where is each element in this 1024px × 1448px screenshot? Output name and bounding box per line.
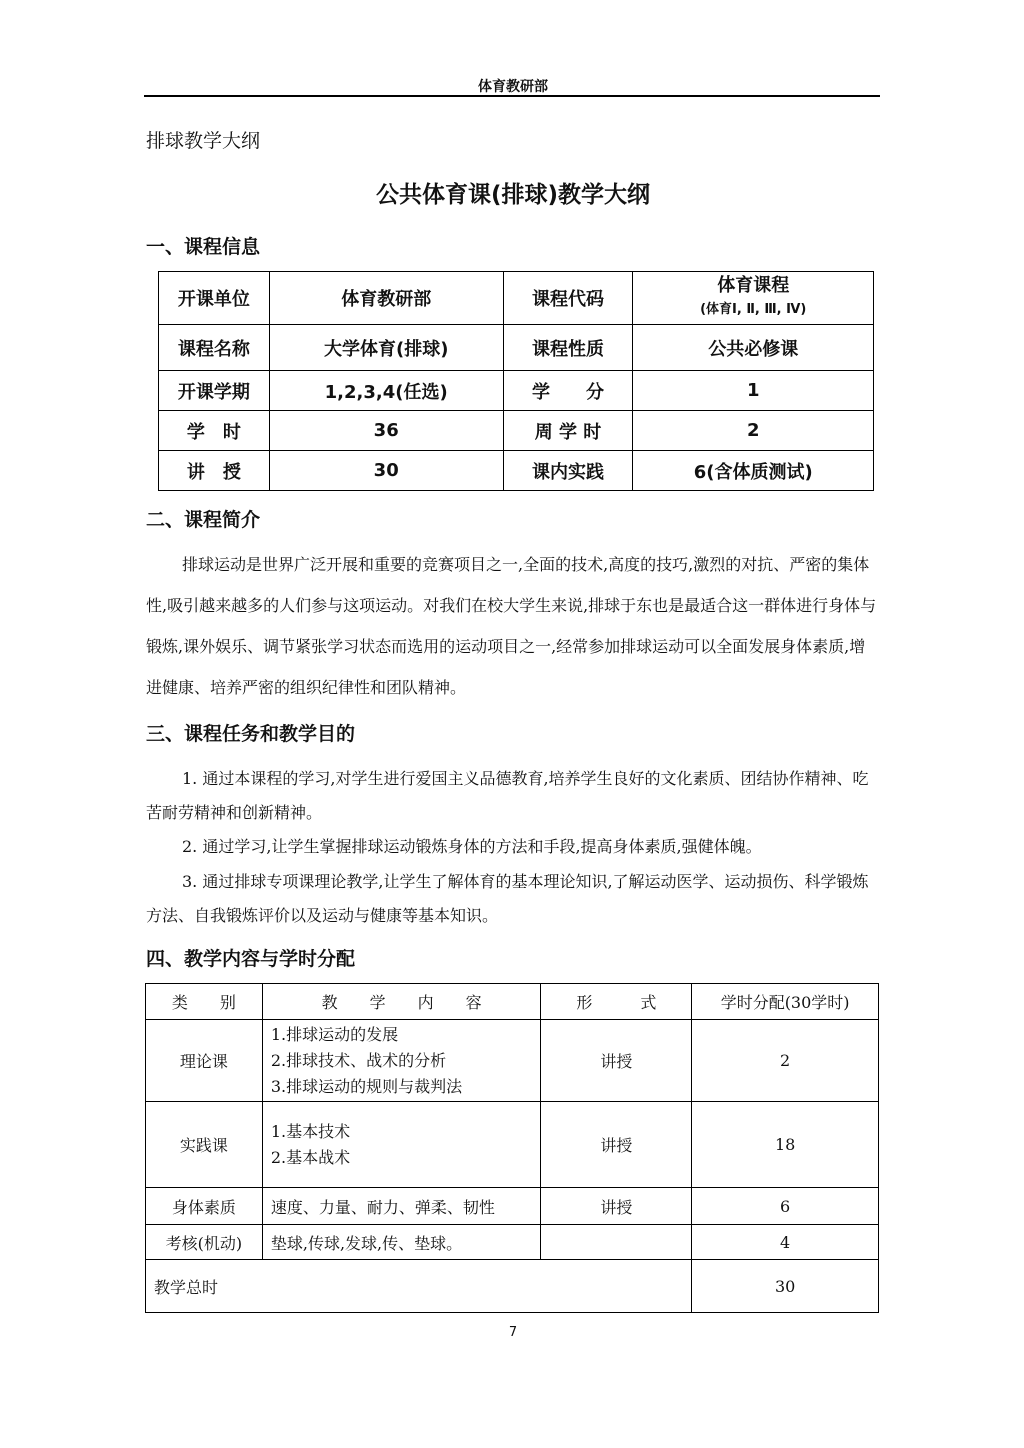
table-cell: 身体素质 [146,1188,263,1225]
task-item-3: 3. 通过排球专项课理论教学,让学生了解体育的基本理论知识,了解运动医学、运动损伤、科学锻炼方法、自我锻炼评价以及运动与健康等基本知识。 [146,872,869,925]
table-cell: 1 [633,371,874,411]
table-cell: 课程名称 [159,325,270,371]
column-header-category: 类 别 [146,984,263,1020]
table-cell: 理论课 [146,1020,263,1102]
table-cell: 学 分 [503,371,633,411]
table-cell: 开课单位 [159,272,270,325]
table-cell: 课内实践 [503,451,633,491]
document-label: 排球教学大纲 [146,130,261,152]
course-intro-paragraph: 排球运动是世界广泛开展和重要的竞赛项目之一,全面的技术,高度的技巧,激烈的对抗、严密的集体性,吸引越来越多的人们参与这项运动。对我们在校大学生来说,排球于东也是最适合这一群体进行身体与锻炼,课外娱乐、调节紧张学习状态而选用的运动项目之一,经常参加排球运动可以全面发展身体素质,增进健康、培养严密的组织纪律性和团队精神。 [146,555,877,697]
table-cell: 讲 授 [159,451,270,491]
course-info-table [158,271,874,491]
table-row [159,411,874,451]
table-cell [633,272,874,325]
table-row [146,1225,879,1260]
table-row [146,1102,879,1188]
column-header-form: 形 式 [541,984,692,1020]
task-item-1: 1. 通过本课程的学习,对学生进行爱国主义品德教育,培养学生良好的文化素质、团结协作精神、吃苦耐劳精神和创新精神。 [146,769,869,822]
section-heading-course-intro: 二、课程简介 [146,509,261,531]
page-title: 公共体育课(排球)教学大纲 [375,182,651,208]
table-cell: 体育教研部 [269,272,503,325]
table-cell: 大学体育(排球) [269,325,503,371]
course-code-value: 体育课程 [717,275,790,296]
column-header-content: 教 学 内 容 [262,984,541,1020]
hour-allocation-table [145,983,879,1313]
table-cell: 18 [692,1102,879,1188]
table-cell [262,1020,541,1102]
table-cell: 1,2,3,4(任选) [269,371,503,411]
content-line: 3.排球运动的规则与裁判法 [270,1076,463,1096]
table-cell: 4 [692,1225,879,1260]
table-cell [262,1102,541,1188]
table-row [146,1020,879,1102]
section-heading-course-tasks: 三、课程任务和教学目的 [146,723,356,745]
table-header-row [146,984,879,1020]
table-cell: 6 [692,1188,879,1225]
total-label: 教学总时 [146,1260,692,1313]
table-cell: 垫球,传球,发球,传、垫球。 [262,1225,541,1260]
table-cell: 2 [633,411,874,451]
column-header-hours: 学时分配(30学时) [692,984,879,1020]
table-cell: 讲授 [541,1020,692,1102]
content-line: 2.排球技术、战术的分析 [270,1050,447,1070]
table-cell: 讲授 [541,1188,692,1225]
table-cell: 30 [269,451,503,491]
section-heading-course-info: 一、课程信息 [146,236,261,258]
table-cell: 公共必修课 [633,325,874,371]
section-heading-hour-allocation: 四、教学内容与学时分配 [146,948,356,970]
table-cell: 讲授 [541,1102,692,1188]
content-line: 1.排球运动的发展 [270,1024,399,1044]
table-cell: 学 时 [159,411,270,451]
table-row [146,1188,879,1225]
table-cell: 36 [269,411,503,451]
running-header: 体育教研部 [478,79,548,95]
table-row [159,371,874,411]
table-cell: 2 [692,1020,879,1102]
table-cell: 实践课 [146,1102,263,1188]
table-cell [541,1225,692,1260]
table-cell: 周 学 时 [503,411,633,451]
table-row [159,451,874,491]
table-total-row [146,1260,879,1313]
content-line: 2.基本战术 [270,1147,351,1167]
table-row [159,272,874,325]
total-hours: 30 [692,1260,879,1313]
task-item-2: 2. 通过学习,让学生掌握排球运动锻炼身体的方法和手段,提高身体素质,强健体魄。 [182,837,762,856]
table-row [159,325,874,371]
table-cell: 课程性质 [503,325,633,371]
table-cell: 速度、力量、耐力、弹柔、韧性 [262,1188,541,1225]
table-cell: 开课学期 [159,371,270,411]
content-line: 1.基本技术 [270,1121,351,1141]
table-cell: 课程代码 [503,272,633,325]
header-rule [144,95,880,97]
table-cell: 6(含体质测试) [633,451,874,491]
course-code-subtitle: (体育Ⅰ, Ⅱ, Ⅲ, Ⅳ) [700,302,807,317]
table-cell: 考核(机动) [146,1225,263,1260]
page-number: 7 [508,1325,518,1340]
